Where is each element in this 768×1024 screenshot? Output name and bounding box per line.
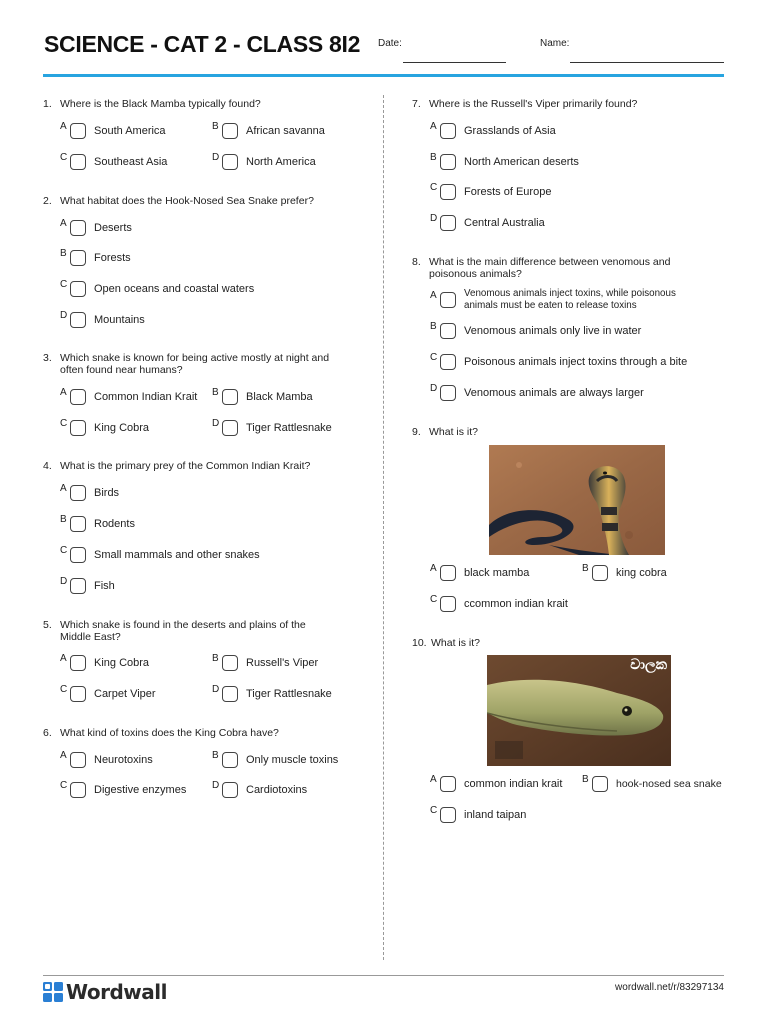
option-letter: A	[60, 387, 67, 398]
option-letter: C	[430, 352, 438, 363]
checkbox-icon[interactable]	[440, 184, 456, 200]
checkbox-icon[interactable]	[440, 215, 456, 231]
checkbox-icon[interactable]	[592, 776, 608, 792]
option-label: ccommon indian krait	[464, 598, 568, 610]
checkbox-icon[interactable]	[70, 312, 86, 328]
question-6	[43, 727, 363, 741]
option-label: Tiger Rattlesnake	[246, 688, 332, 700]
name-label: Name:	[540, 38, 570, 49]
checkbox-icon[interactable]	[440, 354, 456, 370]
checkbox-icon[interactable]	[70, 686, 86, 702]
question-number: 9.	[412, 426, 421, 438]
checkbox-icon[interactable]	[70, 220, 86, 236]
question-4	[43, 460, 363, 474]
option-label: Fish	[94, 580, 115, 592]
option-letter: B	[212, 121, 219, 132]
option-letter: C	[60, 780, 68, 791]
question-7	[412, 98, 732, 112]
option-label: Forests of Europe	[464, 186, 552, 198]
option-label: Small mammals and other snakes	[94, 549, 260, 561]
checkbox-icon[interactable]	[222, 154, 238, 170]
option-letter: B	[60, 514, 67, 525]
option-label: Only muscle toxins	[246, 754, 339, 766]
checkbox-icon[interactable]	[70, 485, 86, 501]
brand-name: Wordwall	[66, 980, 167, 1004]
option-label: Rodents	[94, 518, 135, 530]
checkbox-icon[interactable]	[70, 389, 86, 405]
option-letter: B	[430, 152, 437, 163]
option-label: Mountains	[94, 314, 145, 326]
option-label: Common Indian Krait	[94, 391, 198, 403]
option-label: Tiger Rattlesnake	[246, 422, 332, 434]
question-text: What habitat does the Hook-Nosed Sea Snake prefer?	[60, 195, 314, 207]
question-number: 7.	[412, 98, 421, 110]
footer-divider	[43, 975, 724, 976]
question-text: Where is the Black Mamba typically found?	[60, 98, 261, 110]
checkbox-icon[interactable]	[70, 123, 86, 139]
question-text: What is it?	[431, 637, 481, 649]
option-letter: C	[60, 279, 68, 290]
option-label: North America	[246, 156, 316, 168]
option-label: Black Mamba	[246, 391, 313, 403]
checkbox-icon[interactable]	[222, 752, 238, 768]
question-number: 8.	[412, 256, 421, 268]
checkbox-icon[interactable]	[70, 250, 86, 266]
cobra-photo	[489, 445, 665, 555]
checkbox-icon[interactable]	[222, 420, 238, 436]
checkbox-icon[interactable]	[440, 385, 456, 401]
option-label: inland taipan	[464, 809, 527, 821]
checkbox-icon[interactable]	[70, 420, 86, 436]
checkbox-icon[interactable]	[592, 565, 608, 581]
option-letter: A	[430, 563, 437, 574]
option-label: Carpet Viper	[94, 688, 156, 700]
sea-snake-photo	[487, 655, 671, 766]
question-10	[412, 637, 732, 651]
option-label: African savanna	[246, 125, 325, 137]
option-label: Russell's Viper	[246, 657, 319, 669]
question-text: Which snake is known for being active mostly at night and often found near humans?	[60, 352, 330, 376]
option-label: Southeast Asia	[94, 156, 168, 168]
checkbox-icon[interactable]	[70, 655, 86, 671]
option-letter: A	[60, 653, 67, 664]
checkbox-icon[interactable]	[70, 516, 86, 532]
option-letter: B	[212, 653, 219, 664]
question-number: 4.	[43, 460, 52, 472]
question-text: What kind of toxins does the King Cobra have?	[60, 727, 279, 739]
option-label: king cobra	[616, 567, 667, 579]
checkbox-icon[interactable]	[70, 281, 86, 297]
checkbox-icon[interactable]	[70, 782, 86, 798]
option-label: Central Australia	[464, 217, 545, 229]
checkbox-icon[interactable]	[222, 389, 238, 405]
option-label: Venomous animals only live in water	[464, 325, 642, 337]
checkbox-icon[interactable]	[440, 123, 456, 139]
checkbox-icon[interactable]	[440, 596, 456, 612]
option-letter: C	[430, 805, 438, 816]
question-number: 3.	[43, 352, 52, 364]
question-2	[43, 195, 363, 209]
checkbox-icon[interactable]	[440, 154, 456, 170]
question-3	[43, 352, 363, 378]
question-text: What is the primary prey of the Common Indian Krait?	[60, 460, 311, 472]
option-label: Grasslands of Asia	[464, 125, 556, 137]
option-label: Digestive enzymes	[94, 784, 187, 796]
question-number: 1.	[43, 98, 52, 110]
option-letter: C	[430, 182, 438, 193]
question-text: Where is the Russell's Viper primarily found?	[429, 98, 638, 110]
option-letter: A	[430, 774, 437, 785]
option-letter: C	[60, 152, 68, 163]
wordwall-logo-icon	[43, 982, 63, 1002]
option-letter: D	[430, 383, 438, 394]
option-letter: A	[430, 290, 437, 301]
option-letter: B	[582, 774, 589, 785]
option-label: black mamba	[464, 567, 530, 579]
worksheet-title: SCIENCE - CAT 2 - CLASS 8I2	[44, 31, 361, 57]
option-label: Open oceans and coastal waters	[94, 283, 255, 295]
option-letter: D	[212, 780, 220, 791]
checkbox-icon[interactable]	[440, 323, 456, 339]
question-text: Which snake is found in the deserts and plains of the Middle East?	[60, 619, 306, 643]
checkbox-icon[interactable]	[440, 776, 456, 792]
checkbox-icon[interactable]	[222, 123, 238, 139]
date-field[interactable]	[403, 62, 506, 63]
option-label: common indian krait	[464, 778, 563, 790]
option-label: hook-nosed sea snake	[616, 778, 722, 790]
date-label: Date:	[378, 38, 402, 49]
option-letter: D	[212, 684, 220, 695]
header-divider	[43, 74, 724, 77]
checkbox-icon[interactable]	[70, 154, 86, 170]
checkbox-icon[interactable]	[222, 782, 238, 798]
checkbox-icon[interactable]	[440, 565, 456, 581]
option-letter: A	[60, 218, 67, 229]
option-label: Poisonous animals inject toxins through a bite	[464, 356, 688, 368]
question-text: What is it?	[429, 426, 479, 438]
option-label: Deserts	[94, 222, 132, 234]
option-letter: B	[582, 563, 589, 574]
question-number: 10.	[412, 637, 427, 649]
option-letter: C	[60, 418, 68, 429]
footer-url[interactable]: wordwall.net/r/83297134	[615, 982, 724, 993]
option-label: Birds	[94, 487, 120, 499]
question-number: 6.	[43, 727, 52, 739]
watermark-text: වාලක	[630, 657, 667, 673]
option-label: Neurotoxins	[94, 754, 153, 766]
checkbox-icon[interactable]	[222, 686, 238, 702]
checkbox-icon[interactable]	[440, 292, 456, 308]
option-letter: A	[60, 121, 67, 132]
option-label: Forests	[94, 252, 131, 264]
option-letter: D	[60, 576, 68, 587]
option-letter: D	[60, 310, 68, 321]
option-label: Venomous animals inject toxins, while poisonous animals must be eaten to release toxins	[464, 288, 676, 311]
option-letter: A	[60, 483, 67, 494]
option-label: South America	[94, 125, 166, 137]
option-letter: B	[430, 321, 437, 332]
checkbox-icon[interactable]	[70, 547, 86, 563]
option-letter: C	[60, 545, 68, 556]
question-text: What is the main difference between venomous and poisonous animals?	[429, 256, 671, 280]
option-letter: A	[60, 750, 67, 761]
checkbox-icon[interactable]	[70, 752, 86, 768]
name-field[interactable]	[570, 62, 724, 63]
option-letter: D	[430, 213, 438, 224]
option-label: King Cobra	[94, 657, 150, 669]
checkbox-icon[interactable]	[70, 578, 86, 594]
option-label: North American deserts	[464, 156, 579, 168]
option-letter: C	[430, 594, 438, 605]
checkbox-icon[interactable]	[440, 807, 456, 823]
option-letter: A	[430, 121, 437, 132]
option-label: King Cobra	[94, 422, 150, 434]
option-letter: D	[212, 152, 220, 163]
option-letter: D	[212, 418, 220, 429]
checkbox-icon[interactable]	[222, 655, 238, 671]
question-number: 5.	[43, 619, 52, 631]
option-letter: B	[212, 750, 219, 761]
option-letter: C	[60, 684, 68, 695]
option-letter: B	[60, 248, 67, 259]
option-label: Cardiotoxins	[246, 784, 308, 796]
question-8	[412, 256, 732, 282]
option-letter: B	[212, 387, 219, 398]
column-divider	[383, 95, 384, 960]
question-1	[43, 98, 363, 112]
question-9	[412, 426, 732, 440]
question-number: 2.	[43, 195, 52, 207]
question-5	[43, 619, 363, 645]
option-label: Venomous animals are always larger	[464, 387, 644, 399]
